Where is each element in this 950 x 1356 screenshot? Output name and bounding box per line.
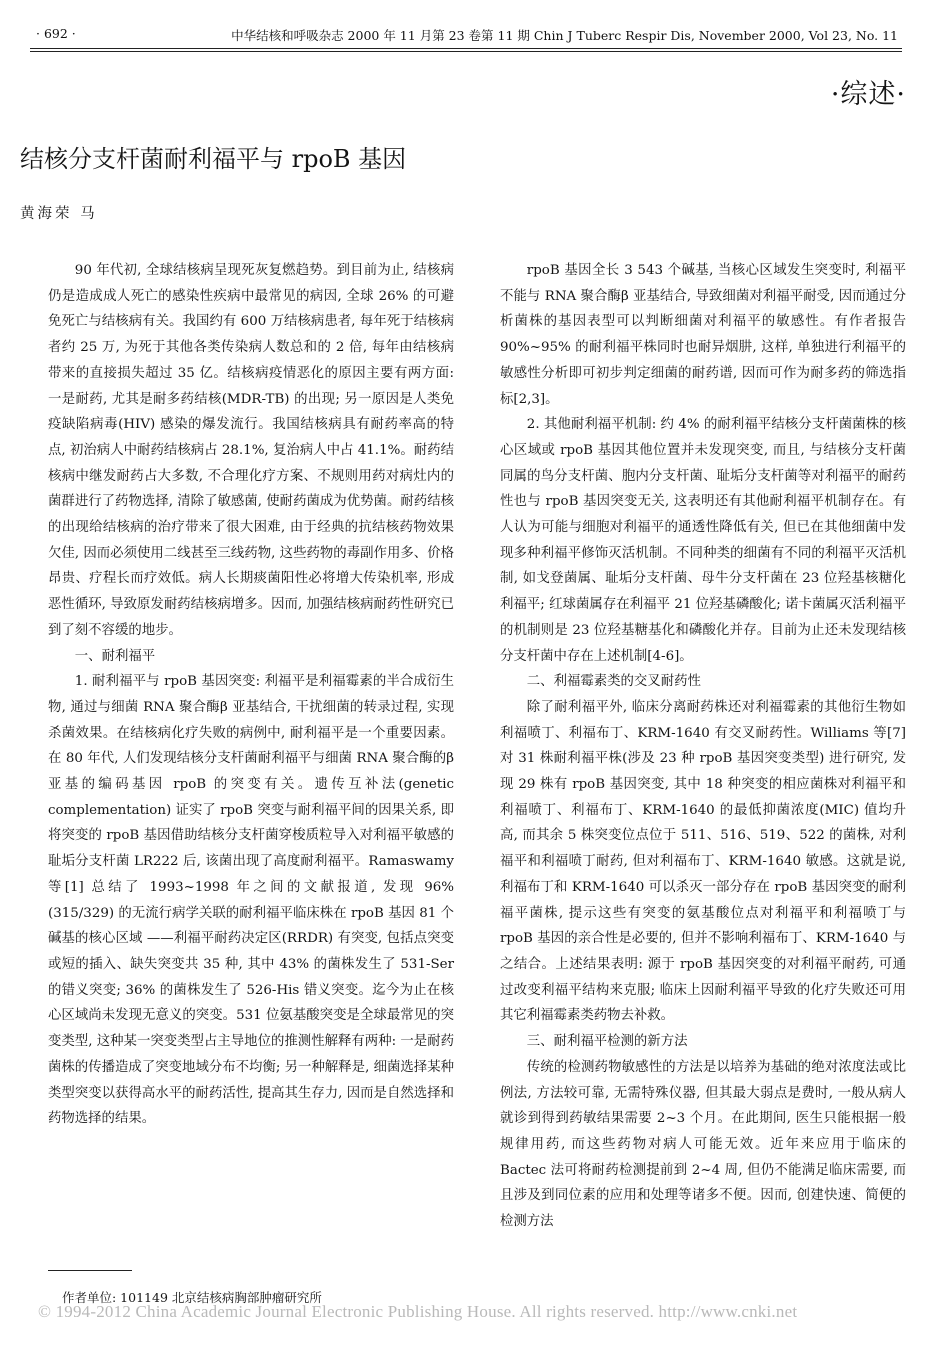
header-rule-bottom xyxy=(30,51,902,52)
left-column xyxy=(48,258,454,1132)
journal-header: 中华结核和呼吸杂志 2000 年 11 月第 23 卷第 11 期 Chin J Tuberc Respir Dis, November 2000, Vol 23, No. 11 xyxy=(231,28,898,43)
right-column xyxy=(500,258,906,1235)
paragraph: 1. 耐利福平与 rpoB 基因突变: 利福平是利福霉素的半合成衍生物, 通过与细菌 RNA 聚合酶β 亚基结合, 干扰细菌的转录过程, 实现杀菌效果。在结核病化疗失败的病例中, 耐利福平是一个重要因素。在 80 年代, 人们发现结核分支杆菌耐利福平与细菌 RNA 聚合酶的β 亚基的编码基因 rpoB 的突变有关。遗传互补法(genetic complementation) 证实了 rpoB 突变与耐利福平间的因果关系, 即将突变的 rpoB 基因借助结核分支杆菌穿梭质粒导入对利福平敏感的耻垢分支杆菌 LR222 后, 该菌出现了高度耐利福平。Ramaswamy 等[1] 总结了 1993~1998 年之间的文献报道, 发现 96% (315/329) 的无流行病学关联的耐利福平临床株在 rpoB 基因 81 个碱基的核心区域 ——利福平耐药决定区(RRDR) 有突变, 包括点突变或短的插入、缺失突变共 35 种, 其中 43% 的菌株发生了 531-Ser 的错义突变; 36% 的菌株发生了 526-His 错义突变。迄今为止在核心区域尚未发现无意义的突变。531 位氨基酸突变是全球最常见的突变类型, 这种某一突变类型占主导地位的推测性解释有两种: 一是耐药菌株的传播造成了突变地域分布不均衡; 另一种解释是, 细菌选择某种类型突变以获得高水平的耐药活性, 提高其生存力, 因而是自然选择和药物选择的结果。 xyxy=(48,674,454,1127)
paragraph: rpoB 基因全长 3 543 个碱基, 当核心区域发生突变时, 利福平不能与 RNA 聚合酶β 亚基结合, 导致细菌对利福平耐受, 因而通过分析菌株的基因表型可以判断细菌对利福平的敏感性。有作者报告 90%~95% 的耐利福平株同时也耐异烟肼, 这样, 单独进行利福平的敏感性分析即可初步判定细菌的耐药谱, 因而可作为耐多药的筛选指标[2,3]。 xyxy=(500,263,906,407)
author-affiliation-footnote: 作者单位: 101149 北京结核病胸部肿瘤研究所 xyxy=(62,1290,322,1305)
page-number: · 692 · xyxy=(36,26,76,41)
paragraph: 传统的检测药物敏感性的方法是以培养为基础的绝对浓度法或比例法, 方法较可靠, 无需特殊仪器, 但其最大弱点是费时, 一般从病人就诊到得到药敏结果需要 2~3 个月。在此期间, 医生只能根据一般规律用药, 而这些药物对病人可能无效。近年来应用于临床的 Bactec 法可将耐药检测提前到 2~4 周, 但仍不能满足临床需要, 而且涉及到同位素的应用和处理等诸多不便。因而, 创建快速、简便的检测方法 xyxy=(500,1059,906,1230)
header-rule-top xyxy=(30,48,902,49)
article-title: 结核分支杆菌耐利福平与 rpoB 基因 xyxy=(20,145,407,173)
copyright-watermark: © 1994-2012 China Academic Journal Electronic Publishing House. All rights reserved. http://www.cnki.net xyxy=(38,1302,798,1321)
section-heading: 二、利福霉素类的交叉耐药性 xyxy=(526,674,701,690)
paragraph: 除了耐利福平外, 临床分离耐药株还对利福霉素的其他衍生物如利福喷丁、利福布丁、KRM-1640 有交叉耐药性。Williams 等[7] 对 31 株耐利福平株(涉及 23 种 rpoB 基因突变类型) 进行研究, 发现 29 株有 rpoB 基因突变, 其中 18 种突变的相应菌株对利福平和利福喷丁、利福布丁、KRM-1640 的最低抑菌浓度(MIC) 值均升高, 而其余 5 株突变位点位于 511、516、519、522 的菌株, 对利福平和利福喷丁耐药, 但对利福布丁、KRM-1640 敏感。这就是说, 利福布丁和 KRM-1640 可以杀灭一部分存在 rpoB 基因突变的耐利福平菌株, 提示这些有突变的氨基酸位点对利福平和利福喷丁与 rpoB 基因的亲合性是必要的, 但并不影响利福布丁、KRM-1640 与之结合。上述结果表明: 源于 rpoB 基因突变的对利福平耐药, 可通过改变利福平结构来克服; 临床上因耐利福平导致的化疗失败还可用其它利福霉素类药物去补救。 xyxy=(500,699,906,1024)
paragraph: 90 年代初, 全球结核病呈现死灰复燃趋势。到目前为止, 结核病仍是造成成人死亡的感染性疾病中最常见的病因, 全球 26% 的可避免死亡与结核病有关。我国约有 600 万结核病患者, 每年死于结核病者约 25 万, 为死于其他各类传染病人数总和的 2 倍, 每年由结核病带来的直接损失超过 35 亿。结核病疫情恶化的原因主要有两方面: 一是耐药, 尤其是耐多药结核(MDR-TB) 的出现; 另一原因是人类免疫缺陷病毒(HIV) 感染的爆发流行。我国结核病具有耐药率高的特点, 初治病人中耐药结核病占 28.1%, 复治病人中占 41.1%。耐药结核病中继发耐药占大多数, 不合理化疗方案、不规则用药对病灶内的菌群进行了药物选择, 清除了敏感菌, 使耐药菌成为优势菌。耐药结核的出现给结核病的治疗带来了很大困难, 由于经典的抗结核药物效果欠佳, 因而必须使用二线甚至三线药物, 这些药物的毒副作用多、价格昂贵、疗程长而疗效低。病人长期痰菌阳性必将增大传染机率, 形成恶性循环, 导致原发耐药结核病增多。因而, 加强结核病耐药性研究已到了刻不容缓的地步。 xyxy=(48,263,454,638)
footnote-rule xyxy=(48,1270,132,1271)
authors: 黄海荣 马 xyxy=(20,206,98,222)
section-label: ·综述· xyxy=(830,79,906,110)
section-heading: 一、耐利福平 xyxy=(74,648,156,664)
paragraph: 2. 其他耐利福平机制: 约 4% 的耐利福平结核分支杆菌菌株的核心区域或 rpoB 基因其他位置并未发现突变, 而且, 与结核分支杆菌同属的鸟分支杆菌、胞内分支杆菌、耻垢分支杆菌等对利福平的耐药性也与 rpoB 基因突变无关, 这表明还有其他耐利福平机制存在。有人认为可能与细胞对利福平的通透性降低有关, 但已在其他细菌中发现多种利福平修饰灭活机制。不同种类的细菌有不同的利福平灭活机制, 如戈登菌属、耻垢分支杆菌、母牛分支杆菌在 23 位羟基核糖化利福平; 红球菌属存在利福平 21 位羟基磷酸化; 诺卡菌属灭活利福平的机制则是 23 位羟基糖基化和磷酸化并存。目前为止还未发现结核分支杆菌中存在上述机制[4-6]。 xyxy=(500,417,906,664)
section-heading: 三、耐利福平检测的新方法 xyxy=(526,1034,688,1050)
